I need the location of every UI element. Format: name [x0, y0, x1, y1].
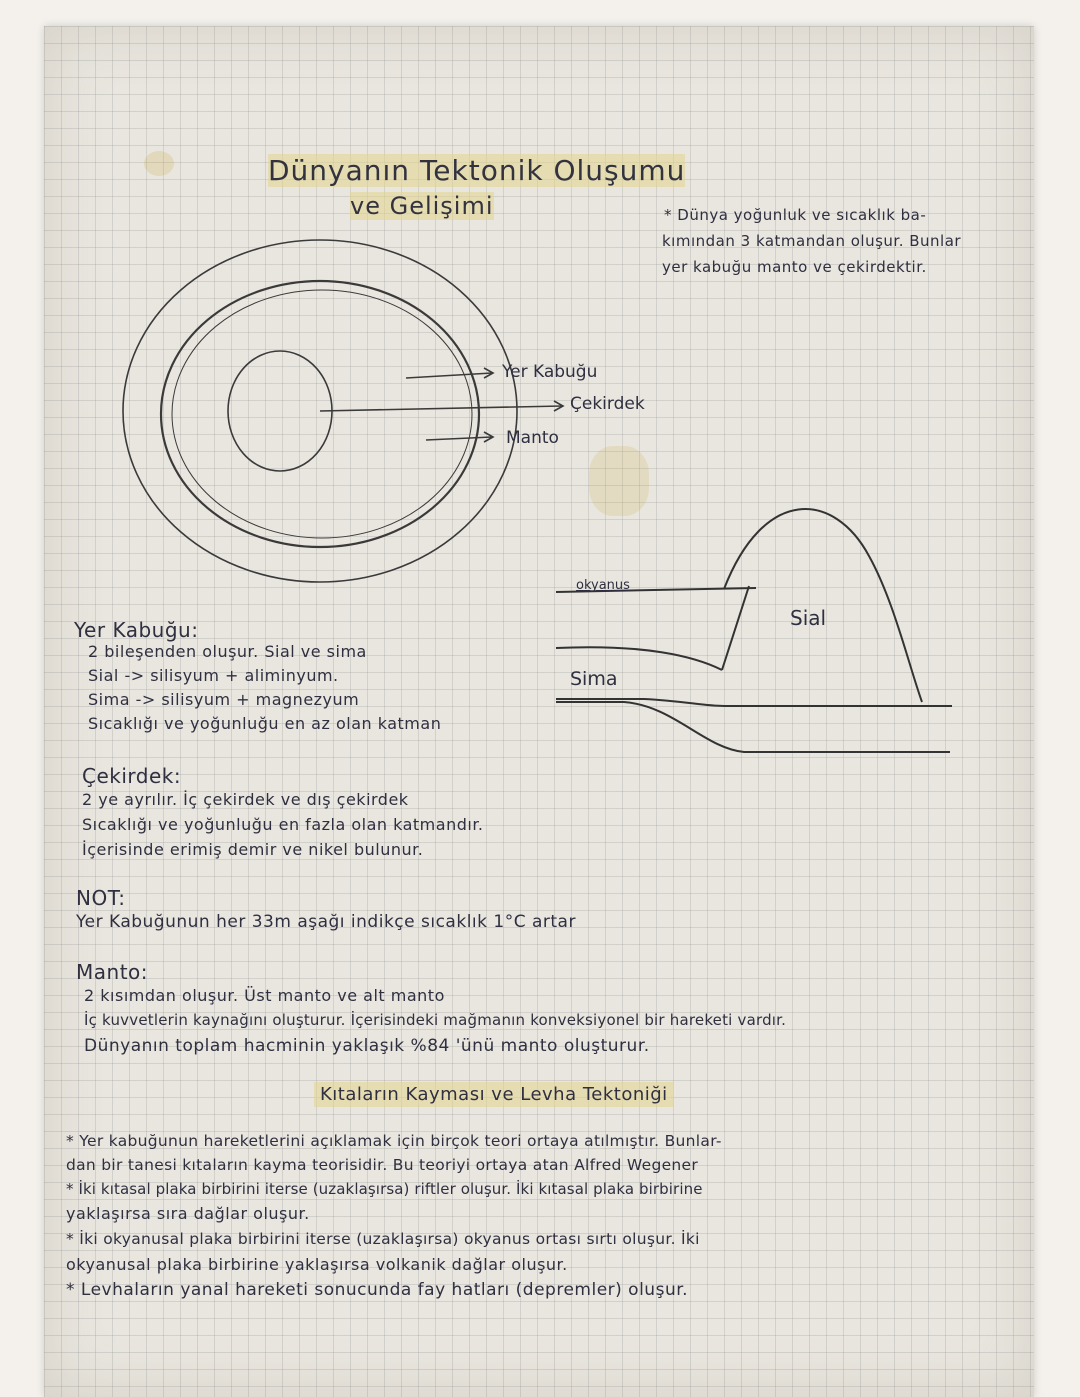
core-circle: [228, 351, 332, 471]
mantle-circle: [161, 281, 479, 547]
page-title-text: Dünyanın Tektonik Oluşumu: [268, 154, 686, 187]
section-heading-core: Çekirdek:: [82, 764, 182, 788]
sima-label: Sima: [570, 668, 618, 690]
body-line: 2 kısımdan oluşur. Üst manto ve alt manto: [84, 986, 445, 1005]
side-note-line: kımından 3 katmandan oluşur. Bunlar: [662, 232, 962, 250]
body-line: * İki okyanusal plaka birbirini iterse (uzaklaşırsa) okyanus ortası sırtı oluşur. İki: [66, 1230, 700, 1248]
arrow-core: [320, 406, 562, 411]
section-heading-crust: Yer Kabuğu:: [74, 618, 199, 642]
body-line: İç kuvvetlerin kaynağını oluşturur. İçerisindeki mağmanın konveksiyonel bir hareketi vardır.: [84, 1011, 787, 1029]
side-note-line: yer kabuğu manto ve çekirdektir.: [662, 258, 927, 276]
page-subtitle-text: ve Gelişimi: [350, 192, 494, 220]
body-line: * Yer kabuğunun hareketlerini açıklamak için birçok teori ortaya atılmıştır. Bunlar-: [66, 1132, 722, 1150]
body-line: Sima -> silisyum + magnezyum: [88, 690, 360, 709]
sima-top-line: [556, 647, 722, 670]
body-line: Sıcaklığı ve yoğunluğu en fazla olan katmandır.: [82, 815, 484, 834]
bleed-through-stain: [144, 151, 174, 176]
arrow-mantle: [426, 437, 492, 440]
sial-left-edge: [722, 586, 749, 670]
arrow-crust: [406, 373, 492, 378]
body-line: okyanusal plaka birbirine yaklaşırsa volkanik dağlar oluşur.: [66, 1255, 568, 1274]
body-line: yaklaşırsa sıra dağlar oluşur.: [66, 1204, 310, 1223]
page-title: [262, 154, 691, 187]
sima-mid-line: [556, 699, 952, 706]
body-line: Sial -> silisyum + aliminyum.: [88, 666, 339, 685]
bleed-through-stain: [589, 446, 649, 516]
body-line: Yer Kabuğunun her 33m aşağı indikçe sıcaklık 1°C artar: [76, 912, 576, 932]
section-heading-plates-text: Kıtaların Kayması ve Levha Tektoniği: [314, 1082, 674, 1107]
crust-label: Yer Kabuğu: [502, 362, 598, 382]
ocean-label: okyanus: [576, 578, 630, 593]
body-line: Dünyanın toplam hacminin yaklaşık %84 'ünü manto oluşturur.: [84, 1036, 650, 1056]
section-heading-mantle: Manto:: [76, 960, 149, 984]
mantle-inner-wavy-circle: [172, 290, 472, 538]
body-line: 2 bileşenden oluşur. Sial ve sima: [88, 642, 367, 661]
section-heading-note: NOT:: [76, 886, 126, 910]
body-line: Sıcaklığı ve yoğunluğu en az olan katman: [88, 714, 442, 733]
body-line: * Levhaların yanal hareketi sonucunda fay hatları (depremler) oluşur.: [66, 1280, 689, 1300]
body-line: İçerisinde erimiş demir ve nikel bulunur.: [82, 840, 424, 859]
body-line: * İki kıtasal plaka birbirini iterse (uzaklaşırsa) riftler oluşur. İki kıtasal plaka birbirine: [66, 1180, 703, 1198]
page-subtitle: [344, 192, 500, 220]
notebook-page: [44, 26, 1034, 1397]
section-heading-plates: [314, 1084, 674, 1105]
body-line: 2 ye ayrılır. İç çekirdek ve dış çekirdek: [82, 790, 409, 809]
outer-crust-circle: [123, 240, 517, 582]
core-label: Çekirdek: [570, 394, 645, 414]
body-line: dan bir tanesi kıtaların kayma teorisidir. Bu teoriyi ortaya atan Alfred Wegener: [66, 1156, 699, 1174]
side-note-line: * Dünya yoğunluk ve sıcaklık ba-: [664, 206, 927, 224]
mantle-label: Manto: [506, 428, 559, 448]
sima-bottom-line: [556, 702, 950, 752]
sial-label: Sial: [790, 606, 827, 630]
